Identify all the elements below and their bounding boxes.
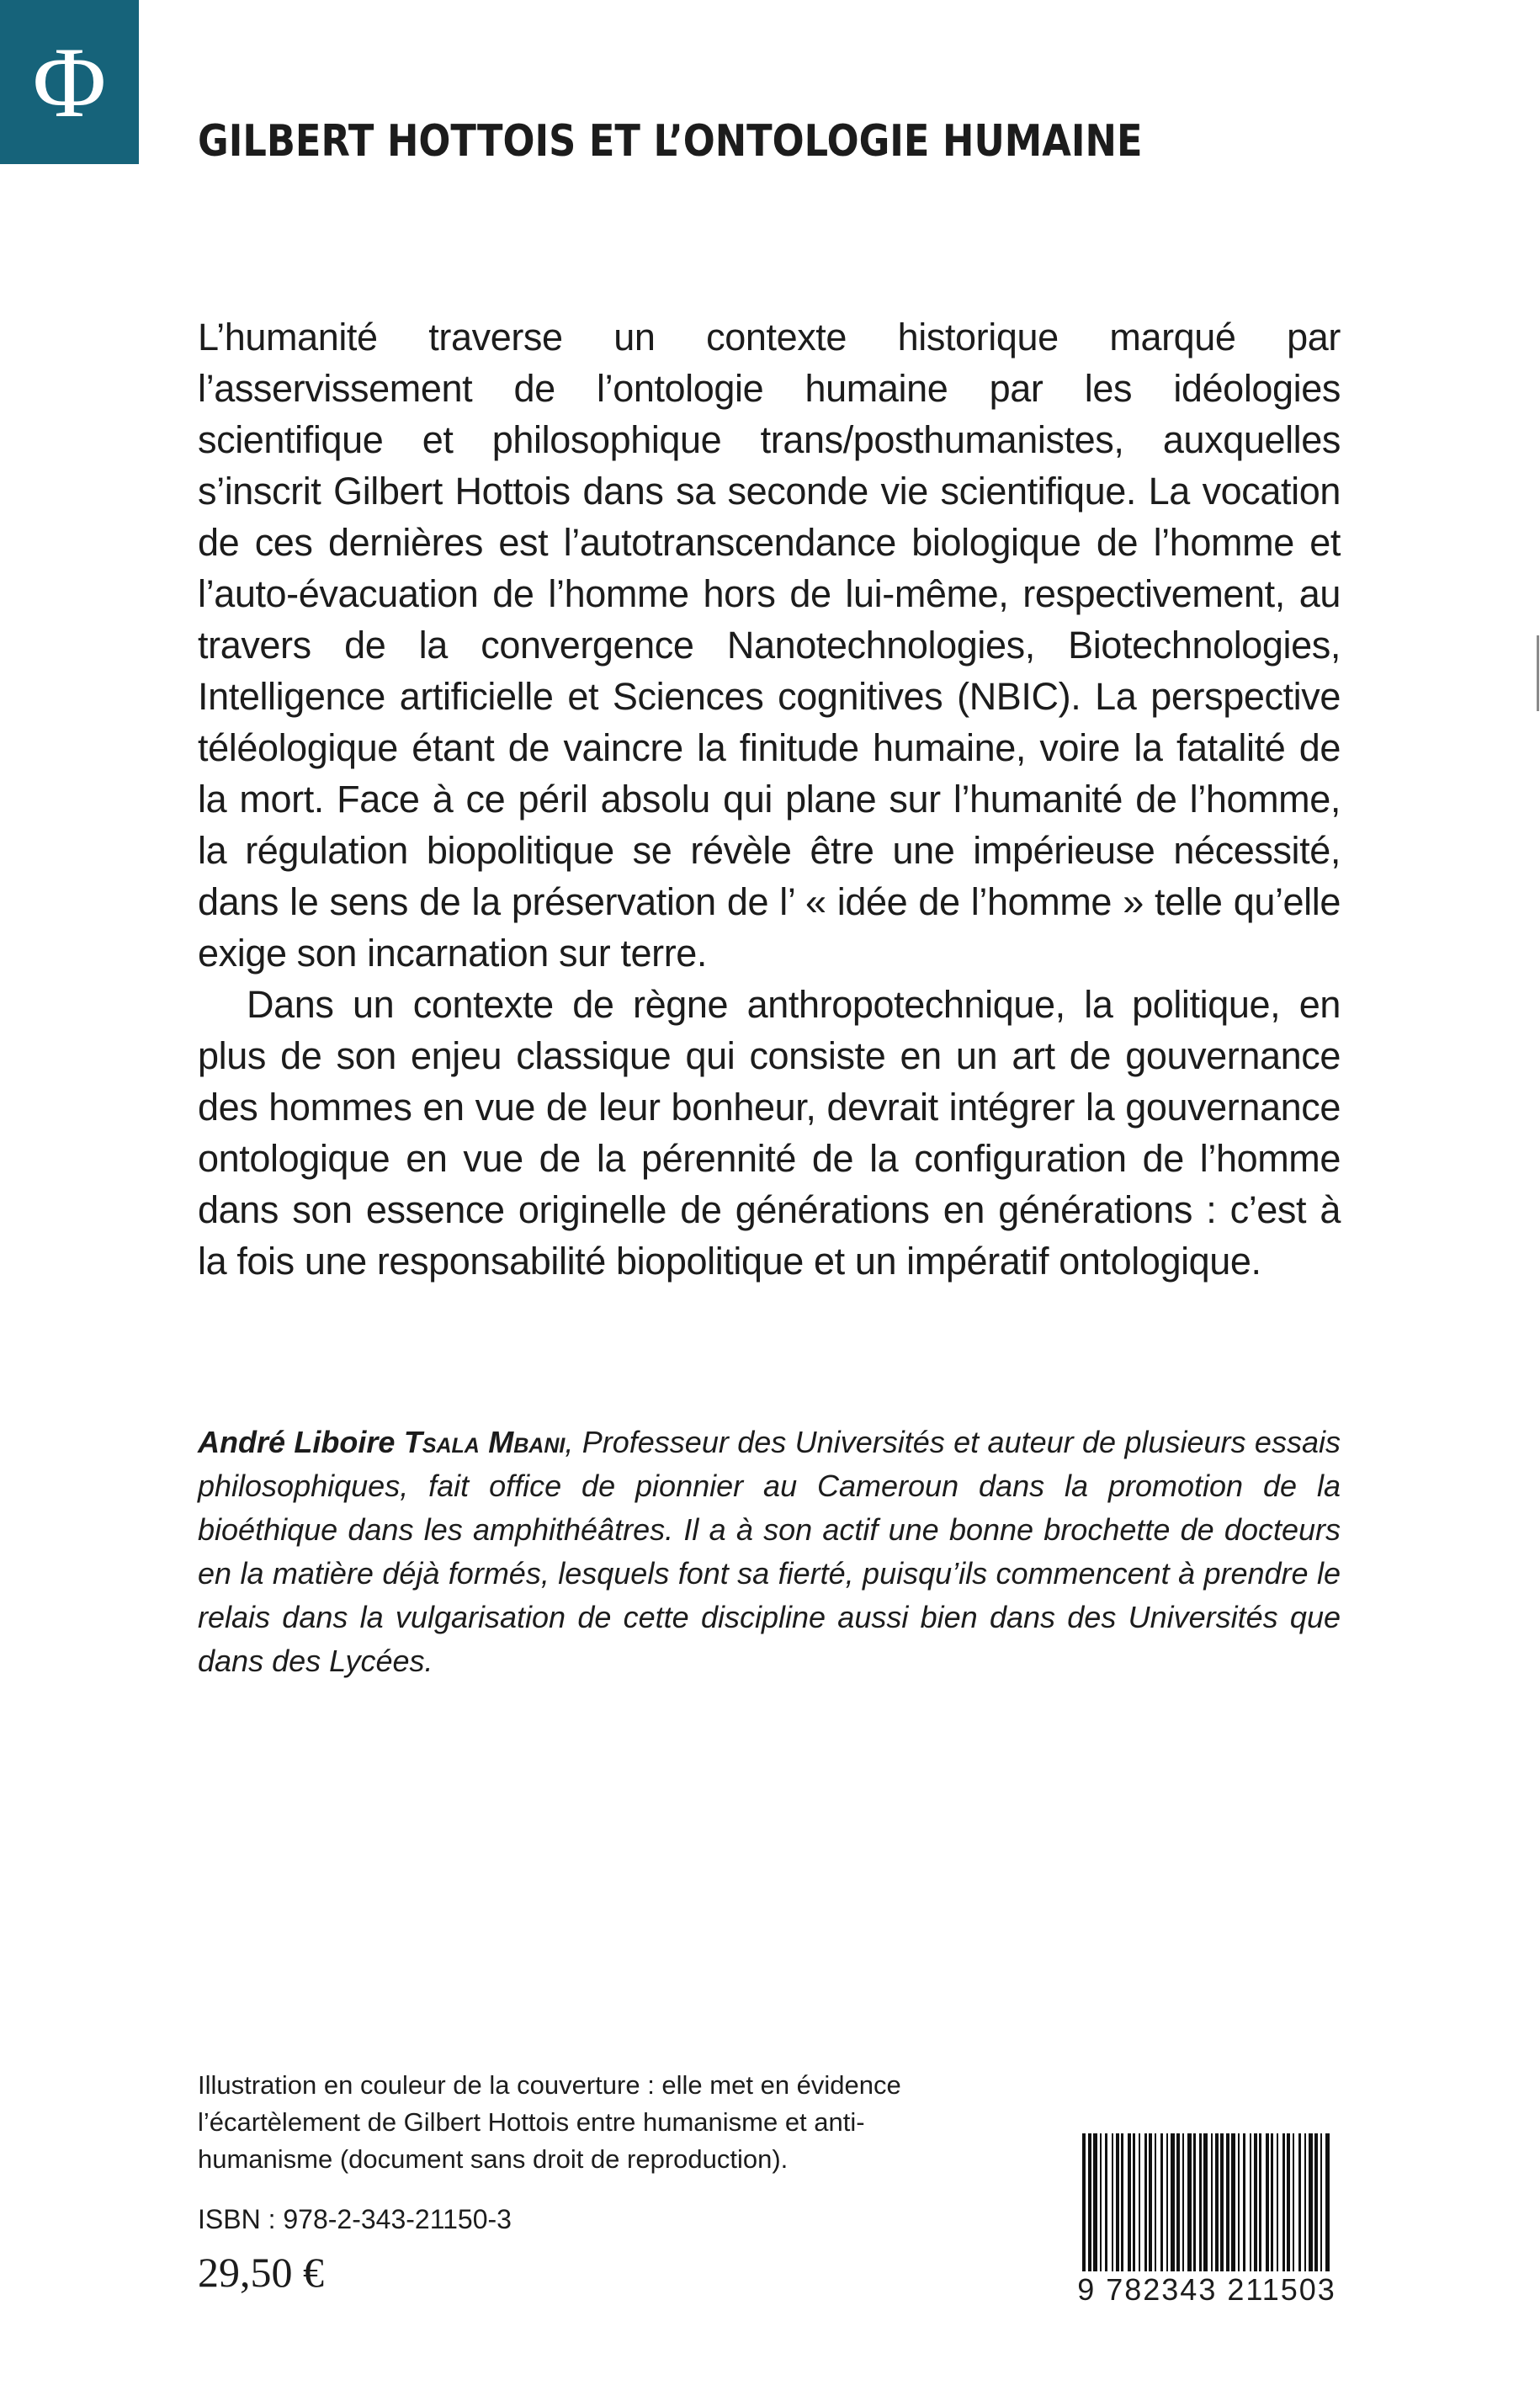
barcode-bar — [1293, 2133, 1294, 2276]
book-title: GILBERT HOTTOIS ET L’ONTOLOGIE HUMAINE — [198, 116, 1143, 167]
barcode-bar — [1215, 2133, 1219, 2276]
price: 29,50 € — [198, 2249, 324, 2296]
barcode-bar — [1133, 2133, 1135, 2276]
barcode-bar — [1250, 2133, 1251, 2276]
barcode-bar — [1226, 2133, 1229, 2276]
barcode — [1075, 2130, 1338, 2311]
barcode-bar — [1271, 2133, 1273, 2276]
author-bio-text: , Professeur des Universités et auteur de plusieurs essais philosophiques, fait office de pionnier au Cameroun dans la promotion de la bioéthique dans les amphithéâtres. Il a à son actif une bonne brochette de docteurs en la matière déjà formés, lesquels font sa fierté, puisqu’ils commencent à prendre le relais dans la vulgarisation de cette discipline aussi bien dans des Universités que dans des Lycées. — [198, 1425, 1341, 1678]
summary-text — [198, 311, 1341, 1287]
barcode-bar — [1287, 2133, 1290, 2276]
isbn: ISBN : 978-2-343-21150-3 — [198, 2204, 512, 2234]
barcode-bar — [1144, 2133, 1147, 2276]
barcode-bar — [1314, 2133, 1318, 2276]
barcode-bar — [1193, 2133, 1196, 2276]
barcode-bar — [1082, 2133, 1086, 2276]
barcode-digits: 9 782343 211503 — [1075, 2271, 1338, 2308]
author-surname: Tsala Mbani — [403, 1425, 566, 1459]
barcode-bar — [1121, 2133, 1123, 2276]
barcode-bar — [1100, 2133, 1102, 2276]
barcode-bar — [1155, 2133, 1156, 2276]
spine-mark — [1537, 635, 1539, 711]
barcode-bar — [1309, 2133, 1313, 2276]
summary-paragraph: Dans un contexte de règne anthropotechnique, la politique, en plus de son enjeu classique qui consiste en un art de gouvernance des hommes en vue de leur bonheur, devrait intégrer la gouvernance ontologique en vue de la pérennité de la configuration de l’homme dans son essence originelle de générations en générations : c’est à la fois une responsabilité biopolitique et un impératif ontologique. — [198, 983, 1341, 1283]
barcode-bar — [1166, 2133, 1168, 2276]
barcode-bar — [1266, 2133, 1269, 2276]
barcode-bar — [1254, 2133, 1257, 2276]
barcode-bar — [1128, 2133, 1131, 2276]
author-bio — [198, 1421, 1341, 1683]
barcode-bar — [1199, 2133, 1202, 2276]
barcode-bar — [1211, 2133, 1213, 2276]
barcode-bar — [1320, 2133, 1322, 2276]
barcode-bar — [1171, 2133, 1175, 2276]
barcode-bar — [1176, 2133, 1180, 2276]
barcode-bar — [1203, 2133, 1208, 2276]
barcode-bar — [1259, 2133, 1261, 2276]
barcode-bar — [1220, 2133, 1224, 2276]
barcode-bar — [1187, 2133, 1192, 2276]
barcode-bar — [1298, 2133, 1301, 2276]
barcode-bar — [1112, 2133, 1113, 2276]
barcode-bar — [1088, 2133, 1091, 2276]
barcode-bar — [1116, 2133, 1119, 2276]
barcode-bar — [1149, 2133, 1152, 2276]
illustration-note: Illustration en couleur de la couverture : elle met en évidence l’écartèlement de Gilbert Hottois entre humanisme et anti-humanisme (document sans droit de reproduction). — [198, 2070, 901, 2174]
barcode-bar — [1282, 2133, 1285, 2276]
barcode-bar — [1238, 2133, 1240, 2276]
barcode-bar — [1325, 2133, 1330, 2276]
barcode-bar — [1105, 2133, 1107, 2276]
barcode-bar — [1243, 2133, 1245, 2276]
phi-icon: Φ — [32, 25, 107, 138]
publisher-logo — [0, 0, 139, 164]
barcode-bar — [1182, 2133, 1184, 2276]
summary-paragraph: L’humanité traverse un contexte historique marqué par l’asservissement de l’ontologie humaine par les idéologies scientifique et philosophique trans/posthumanistes, auxquelles s’inscrit Gilbert Hottois dans sa seconde vie scientifique. La vocation de ces dernières est l’autotranscendance biologique de l’homme et l’auto-évacuation de l’homme hors de lui-même, respectivement, au travers de la convergence Nanotechnologies, Biotechnologies, Intelligence artificielle et Sciences cognitives (NBIC). La perspective téléologique étant de vaincre la finitude humaine, voire la fatalité de la mort. Face à ce péril absolu qui plane sur l’humanité de l’homme, la régulation biopolitique se révèle être une impérieuse nécessité, dans le sens de la préservation de l’ « idée de l’homme » telle qu’elle exige son incarnation sur terre. — [198, 316, 1341, 975]
barcode-bar — [1231, 2133, 1235, 2276]
barcode-bar — [1139, 2133, 1140, 2276]
barcode-bar — [1304, 2133, 1306, 2276]
barcode-bar — [1160, 2133, 1163, 2276]
barcode-bar — [1277, 2133, 1278, 2276]
author-first-names: André Liboire — [198, 1425, 404, 1459]
barcode-bar — [1093, 2133, 1097, 2276]
